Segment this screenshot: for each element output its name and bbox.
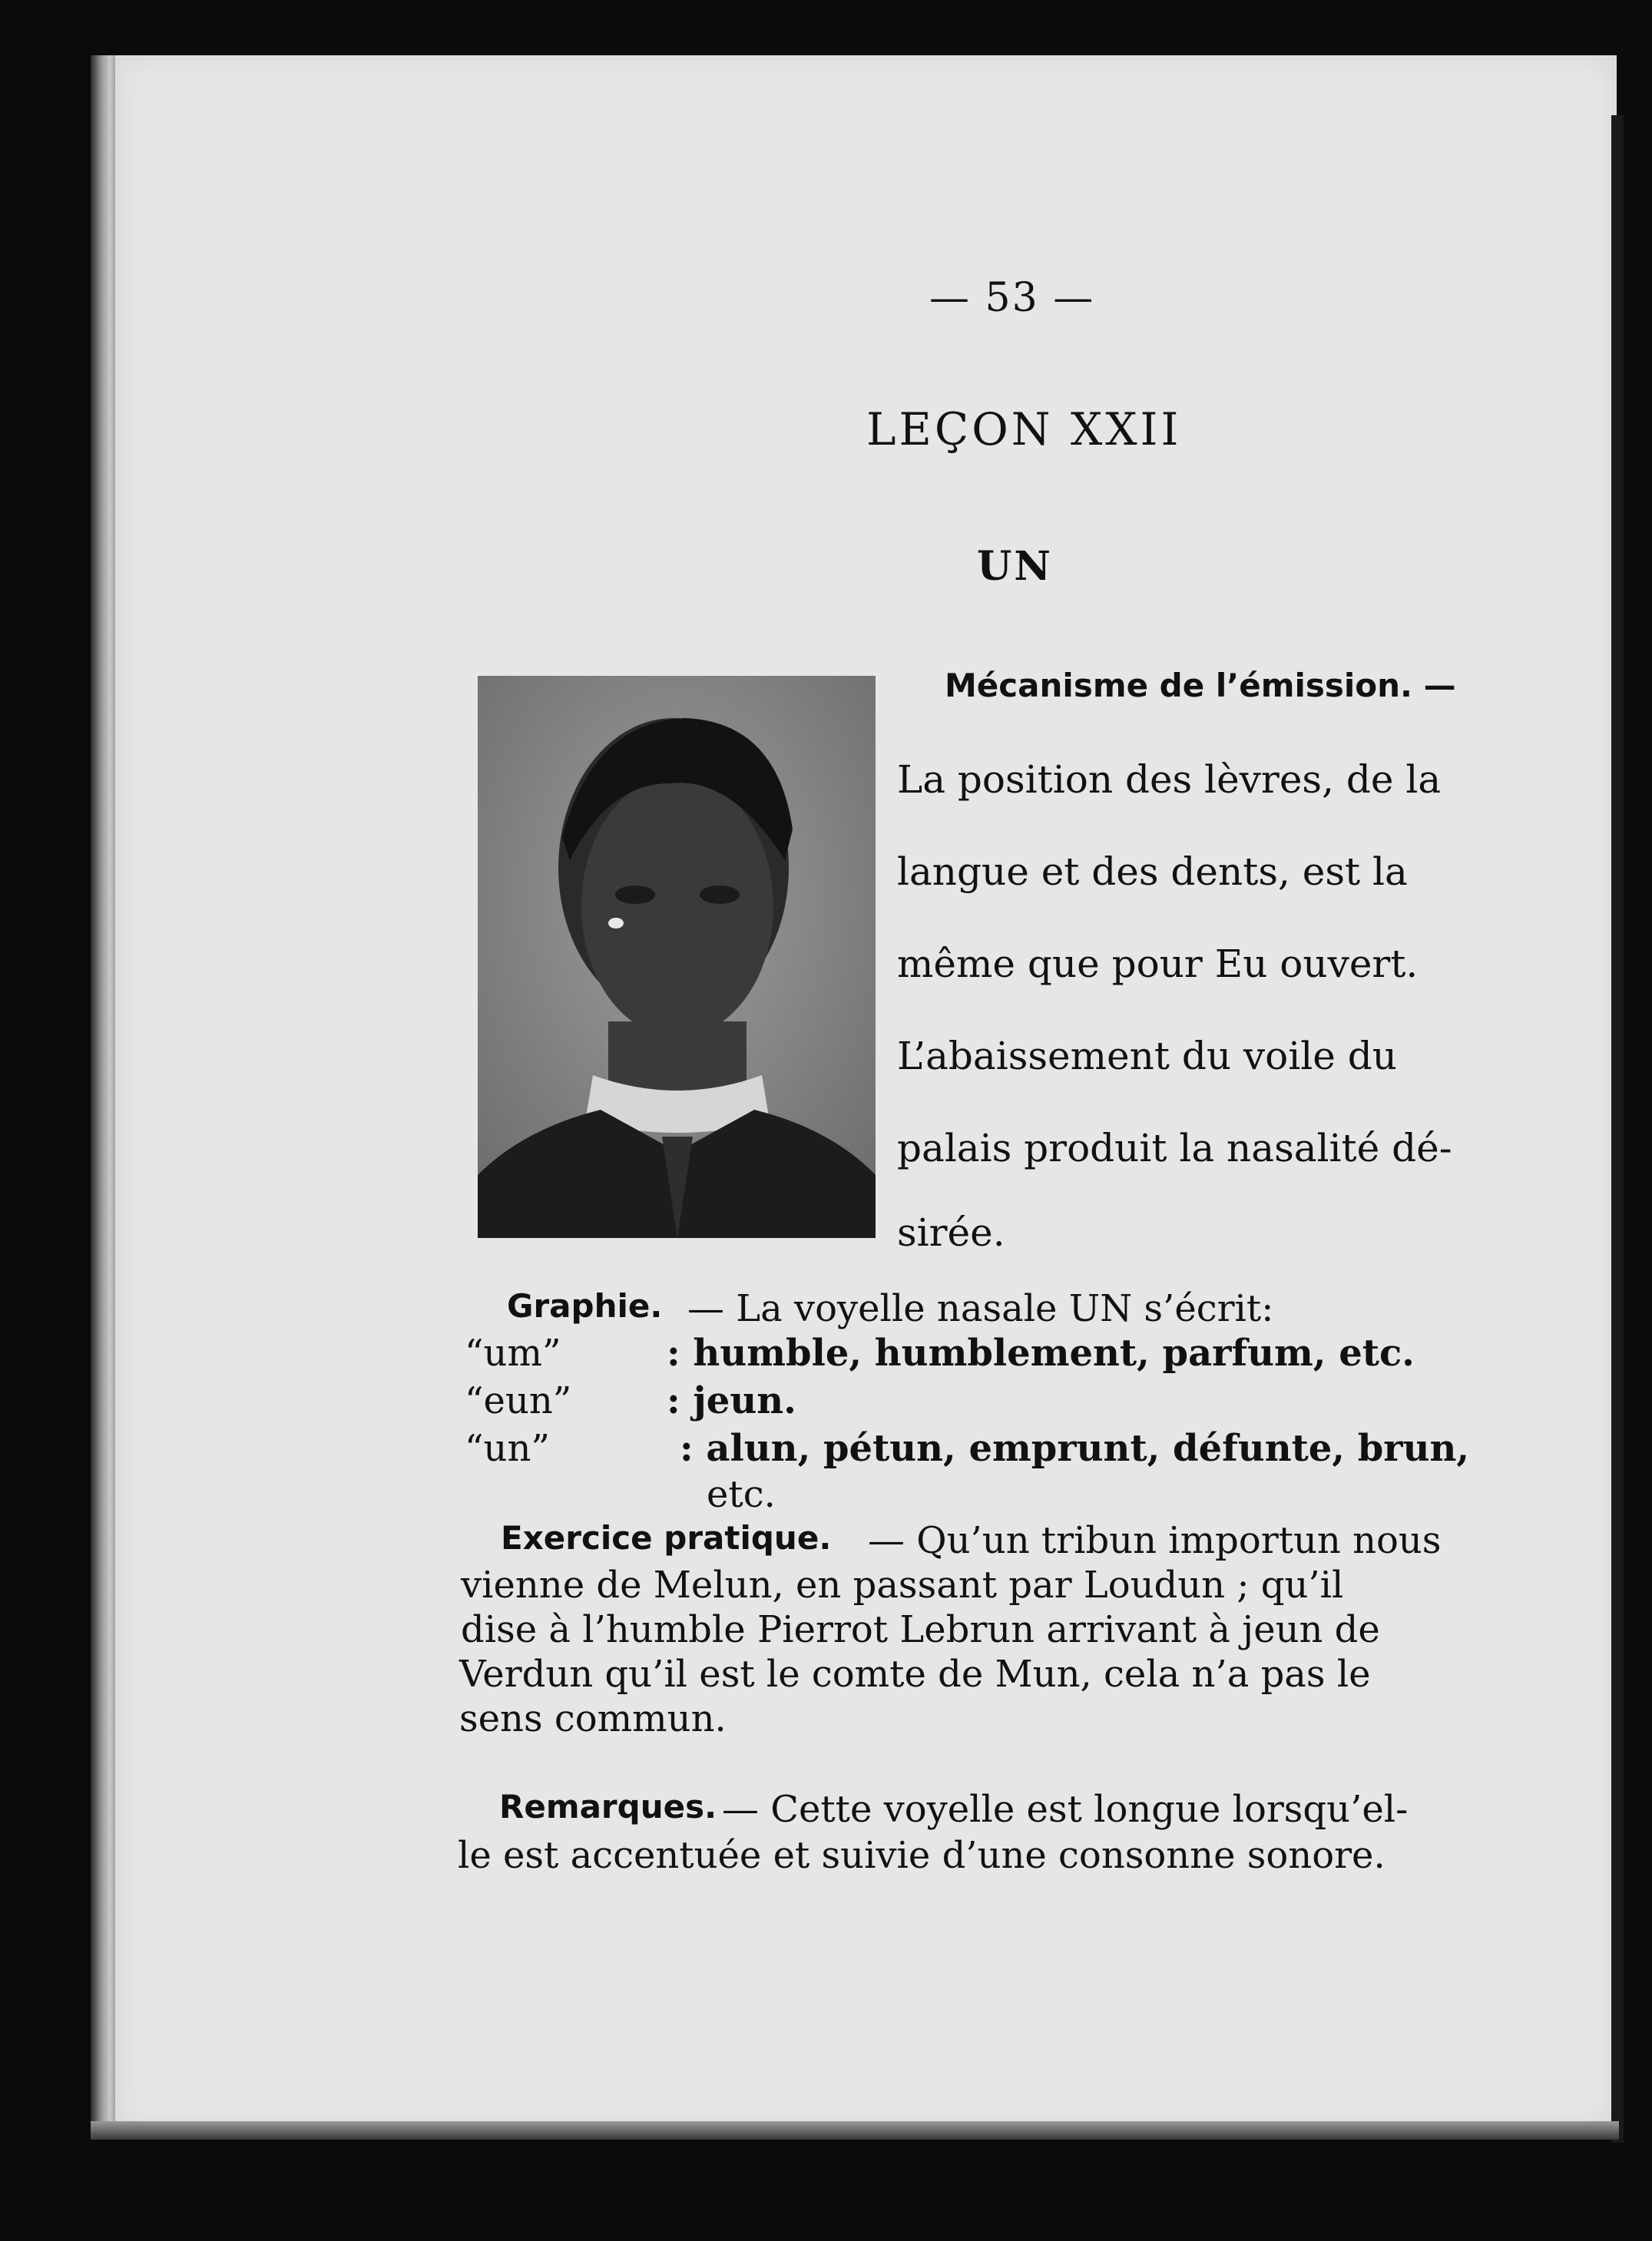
exercice-label: Exercice pratique. [501,1519,832,1557]
exercice-line: sens commun. [459,1697,727,1740]
mecanisme-line: La position des lèvres, de la [897,757,1442,802]
page-edge-right [1611,115,1624,2143]
spelling: “un” [465,1427,550,1470]
page-edge-left [91,55,118,2129]
sound-heading: UN [977,543,1053,590]
lesson-title: LEÇON XXII [866,403,1182,455]
mecanisme-line: même que pour Eu ouvert. [897,942,1419,986]
spelling: “eun” [465,1379,572,1422]
page-edge-bottom [91,2121,1619,2140]
graphie-label: Graphie. [507,1287,663,1325]
graphie-continuation: etc. [707,1473,776,1516]
mecanisme-label: Mécanisme de l’émission. — [945,667,1456,704]
remarques-line: le est accentuée et suivie d’une consonne sonore. [458,1834,1385,1877]
exercice-line: Verdun qu’il est le comte de Mun, cela n’a pas le [459,1653,1371,1696]
spelling: “um” [465,1332,561,1375]
spelling-examples: : alun, pétun, emprunt, défunte, brun, [680,1427,1470,1470]
graphie-intro: — La voyelle nasale UN s’écrit: [687,1287,1274,1330]
page-number: — 53 — [929,275,1095,321]
exercice-line: dise à l’humble Pierrot Lebrun arrivant à jeun de [461,1608,1380,1651]
mecanisme-line: langue et des dents, est la [897,849,1408,894]
mecanisme-line: palais produit la nasalité dé- [897,1126,1452,1170]
remarques-label: Remarques. [499,1788,717,1826]
remarques-line: — Cette voyelle est longue lorsqu’el- [722,1788,1409,1831]
exercice-line: vienne de Melun, en passant par Loudun ; qu’il [461,1564,1344,1607]
mecanisme-line: sirée. [897,1210,1005,1255]
spelling-examples: : humble, humblement, parfum, etc. [667,1332,1415,1375]
portrait-photo [478,676,876,1238]
spelling-examples: : jeun. [667,1379,796,1422]
mecanisme-line: L’abaissement du voile du [897,1034,1397,1078]
exercice-line: — Qu’un tribun importun nous [868,1519,1442,1562]
